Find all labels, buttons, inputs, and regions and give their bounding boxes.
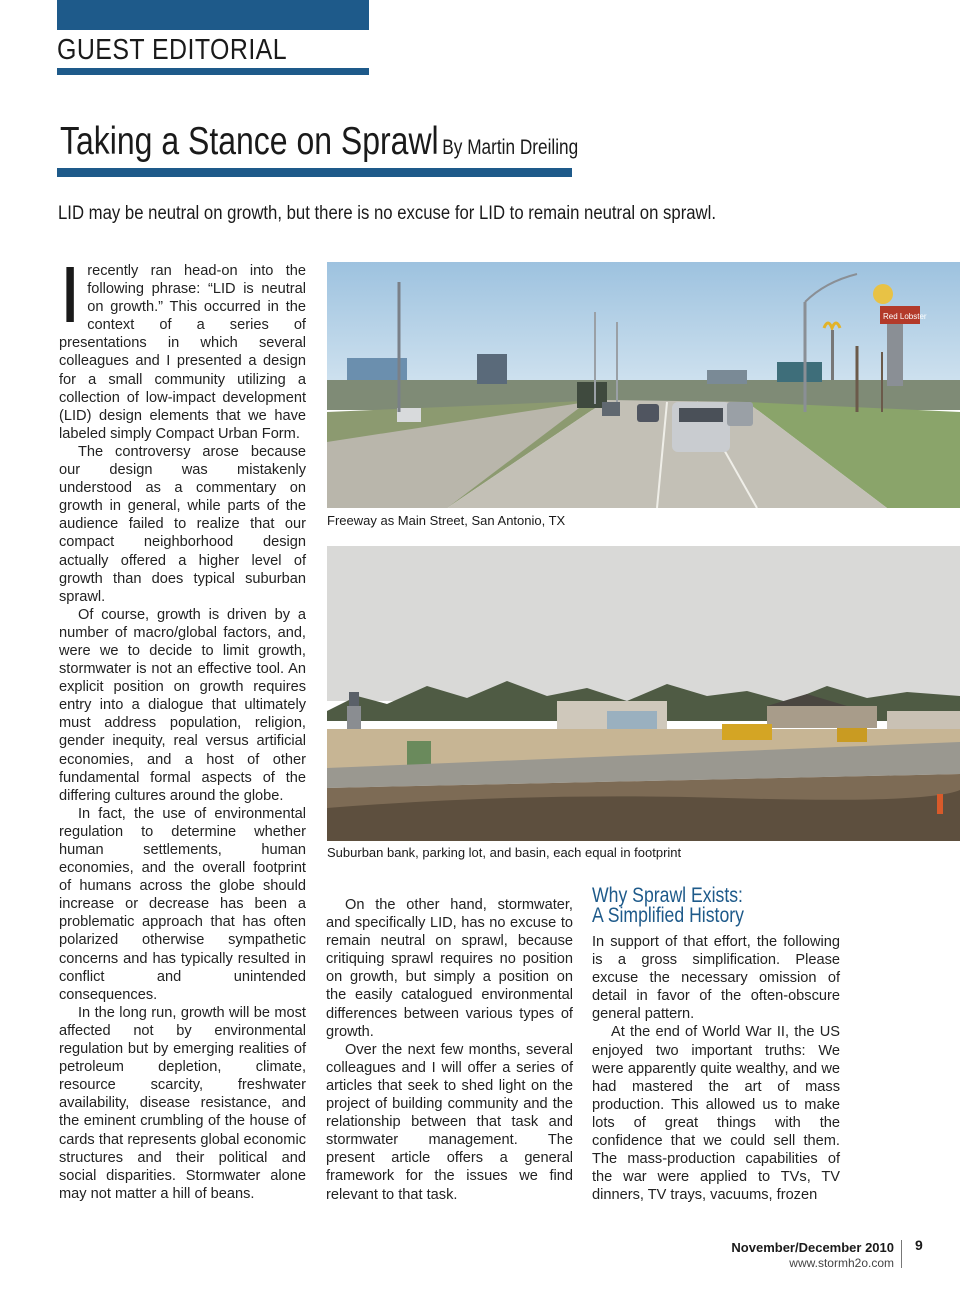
paragraph: In the long run, growth will be most affected not by environmental regulation but by emerging realities of petroleum depletion, climate, resource scarcity, freshwater availability, disease resistance, and the eminent crumbling of the house of cards that represents global economic structures and their political and social disparities. Stormwater alone may not matter a hill of beans. bbox=[59, 1004, 306, 1202]
paragraph: In support of that effort, the following is a gross simplification. Please excuse the necessary omission of detail in favor of the often-obscure general pattern. bbox=[592, 934, 840, 1023]
body-column-2 bbox=[326, 896, 573, 1204]
footer-url[interactable]: www.stormh2o.com bbox=[789, 1256, 894, 1270]
paragraph: Over the next few months, several colleagues and I will offer a series of articles that seek to shed light on the project of building community and the relationship between that task and stormwater management. The present article offers a general framework for the issues we find relevant to that task. bbox=[326, 1041, 573, 1203]
article-byline: By Martin Dreiling bbox=[442, 136, 579, 159]
freeway-illustration bbox=[327, 262, 960, 508]
body-column-1 bbox=[59, 250, 306, 1203]
paragraph: In fact, the use of environmental regulation to determine whether human settlements, human economies, and the overall footprint of humans across the globe should increase or decrease has been a problematic approach that has often polarized otherwise sympathetic concerns and has typically resulted in conflict and unintended consequences. bbox=[59, 805, 306, 1003]
article-title: Taking a Stance on Sprawl bbox=[60, 120, 439, 163]
article-headline bbox=[60, 120, 578, 164]
paragraph: Of course, growth is driven by a number of macro/global factors, and, were we to decide to limit growth, stormwater is not an effective tool. An explicit position on growth requires entry into a dialogue that ultimately must address population, religion, gender inequity, real versus artificial economies, and a host of other fundamental formal aspects of the differing cultures around the globe. bbox=[59, 606, 306, 804]
drop-cap: I bbox=[59, 250, 82, 339]
photo-suburban-bank bbox=[327, 546, 960, 841]
header-bar-top bbox=[57, 0, 369, 30]
paragraph: At the end of World War II, the US enjoyed two important truths: We were apparently quite wealthy, and we had mastered the art of mass production. This allowed us to make lots of great things with the confidence that we could sell them. The mass-production capabilities of the war were applied to TVs, TV dinners, TV trays, vacuums, frozen bbox=[592, 1024, 840, 1204]
paragraph: The controversy arose because our design was mistakenly understood as a commentary on growth in general, while parts of the audience failed to realize that our compact neighborhood design actually offered a higher level of growth than does typical suburban sprawl. bbox=[59, 443, 306, 605]
header-bar-bottom bbox=[57, 68, 369, 75]
body-column-3 bbox=[592, 933, 840, 1204]
sign-text: Red Lobster bbox=[883, 312, 927, 321]
page-number: 9 bbox=[915, 1237, 923, 1253]
paragraph: Irecently ran head-on into the following phrase: “LID is neutral on growth.” This occurred in the context of a series of presentations in which several colleagues and I presented a design for a small community utilizing a collection of low-impact development (LID) design elements that we have labeled simply Compact Urban Form. bbox=[59, 250, 306, 442]
article-deck: LID may be neutral on growth, but there is no excuse for LID to remain neutral on sprawl. bbox=[58, 203, 716, 224]
headline-rule bbox=[57, 168, 572, 177]
photo-caption: Freeway as Main Street, San Antonio, TX bbox=[327, 513, 566, 528]
footer-divider bbox=[901, 1240, 902, 1268]
photo-freeway bbox=[327, 262, 960, 508]
paragraph: On the other hand, stormwater, and specifically LID, has no excuse to remain neutral on sprawl, because critiquing sprawl requires no position on growth, but simply a position on the easily catalogued environmental differences between various types of growth. bbox=[326, 897, 573, 1040]
subhead: Why Sprawl Exists: A Simplified History bbox=[592, 884, 744, 927]
footer-issue: November/December 2010 bbox=[731, 1240, 894, 1255]
photo-caption: Suburban bank, parking lot, and basin, each equal in footprint bbox=[327, 845, 682, 860]
section-title: GUEST EDITORIAL bbox=[57, 34, 288, 66]
suburban-illustration bbox=[327, 546, 960, 841]
